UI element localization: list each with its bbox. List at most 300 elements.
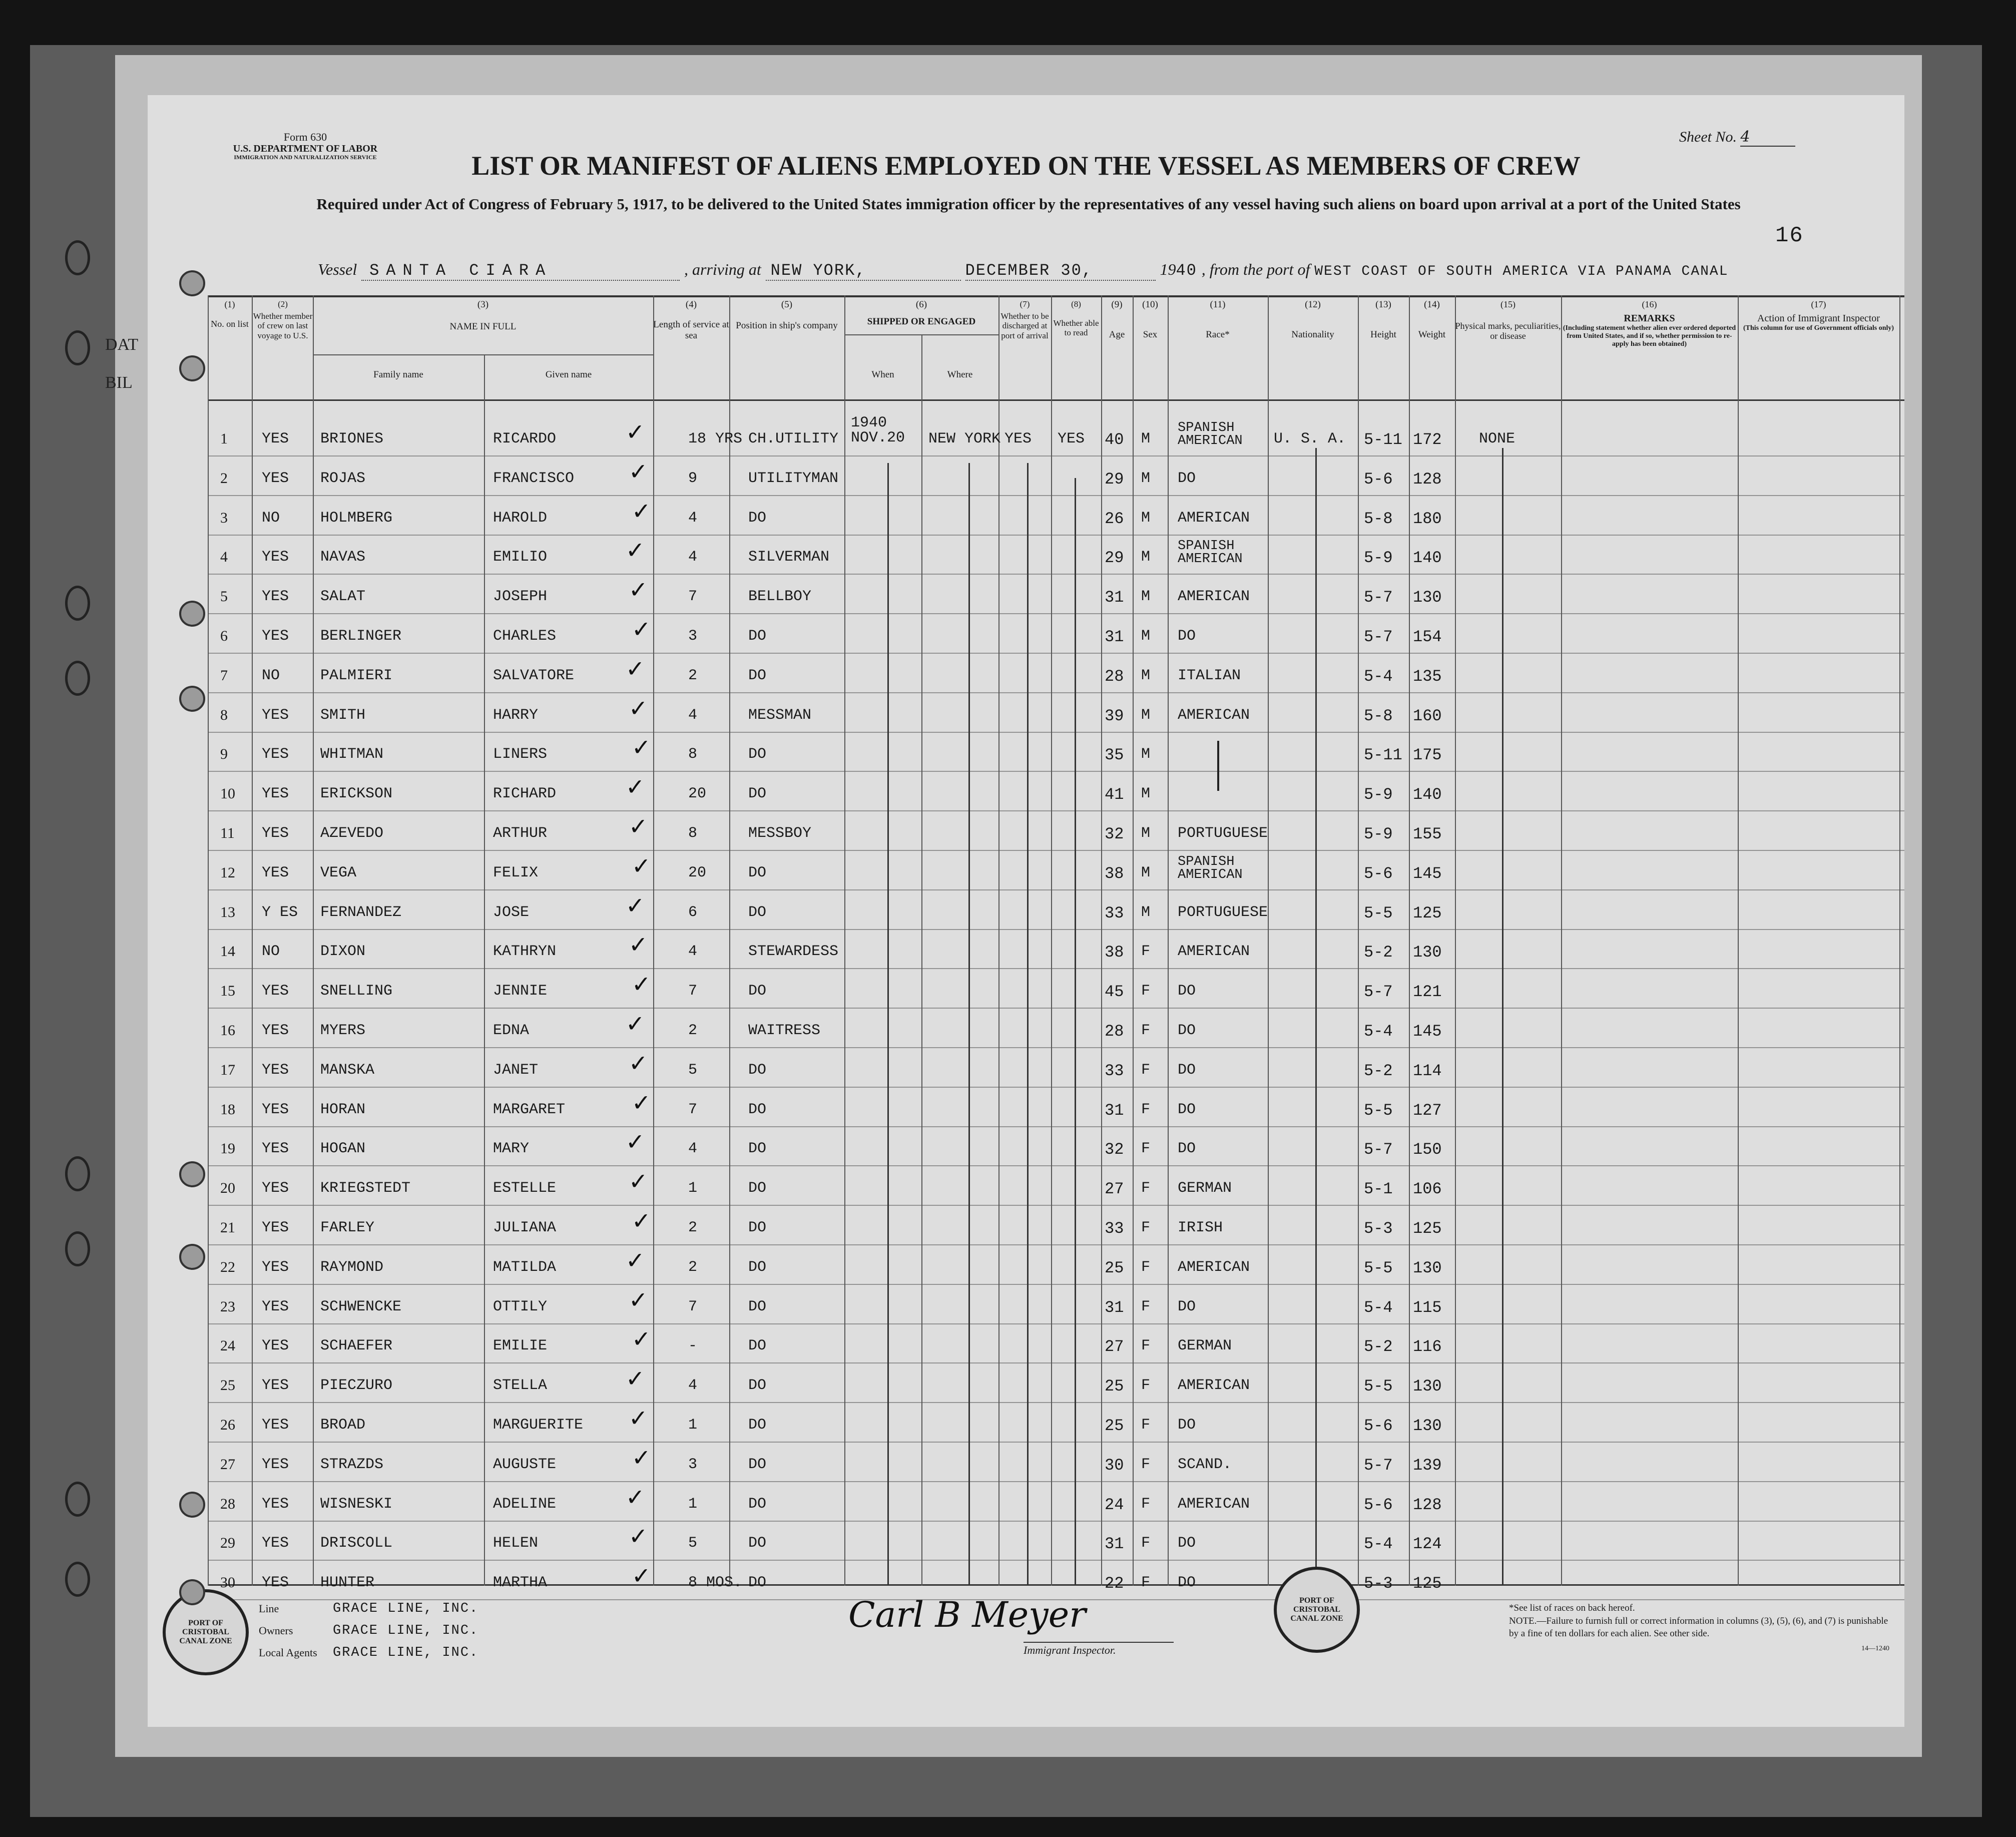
name-subheader-rule <box>313 354 653 355</box>
given-name: STELLA <box>493 1377 548 1394</box>
weight: 150 <box>1413 1140 1442 1159</box>
race: SPANISH AMERICAN <box>1178 539 1243 567</box>
length-of-service: 2 <box>688 667 698 684</box>
sheet-number-field <box>1679 128 1795 147</box>
board-ring <box>65 1482 90 1517</box>
age: 38 <box>1105 864 1124 883</box>
weight: 145 <box>1413 1022 1442 1041</box>
row-number: 5 <box>220 588 228 605</box>
row-rule <box>208 1047 1904 1048</box>
family-name: HOLMBERG <box>320 510 393 527</box>
given-name: HAROLD <box>493 510 548 527</box>
row-rule <box>208 574 1904 575</box>
race: PORTUGUESE <box>1178 904 1268 921</box>
height: 5-9 <box>1364 825 1393 843</box>
weight: 155 <box>1413 825 1442 843</box>
family-name: FERNANDEZ <box>320 904 402 921</box>
family-name-header: Family name <box>373 369 423 380</box>
weight: 116 <box>1413 1337 1442 1356</box>
length-of-service: 4 <box>688 707 698 724</box>
age: 32 <box>1105 1140 1124 1159</box>
family-name: AZEVEDO <box>320 825 384 842</box>
crew-last-voyage: YES <box>262 1062 289 1079</box>
weight: 140 <box>1413 785 1442 804</box>
race: PORTUGUESE <box>1178 825 1268 842</box>
race: SPANISH AMERICAN <box>1178 854 1243 882</box>
checkmark-icon: ✓ <box>629 1286 648 1313</box>
age: 24 <box>1105 1496 1124 1514</box>
inspector-signature: Carl B Meyer <box>848 1594 1086 1635</box>
weight: 135 <box>1413 667 1442 686</box>
row-rule <box>208 732 1904 733</box>
race: DO <box>1178 1298 1196 1315</box>
length-of-service: 9 <box>688 470 698 487</box>
family-name: WISNESKI <box>320 1496 393 1513</box>
family-name: PIECZURO <box>320 1377 393 1394</box>
sex: M <box>1141 588 1151 605</box>
given-name: JOSEPH <box>493 588 548 605</box>
family-name: STRAZDS <box>320 1456 384 1473</box>
family-name: BRIONES <box>320 430 384 447</box>
race: DO <box>1178 1022 1196 1039</box>
position: DO <box>748 628 767 645</box>
row-number: 23 <box>220 1298 235 1315</box>
owners-label: Owners <box>259 1624 293 1637</box>
race: SCAND. <box>1178 1456 1232 1473</box>
row-number: 15 <box>220 983 235 999</box>
sex: F <box>1141 1298 1151 1315</box>
length-of-service: 3 <box>688 1456 698 1473</box>
agents-value: GRACE LINE, INC. <box>333 1645 479 1660</box>
family-name: SNELLING <box>320 983 393 1000</box>
length-of-service: 2 <box>688 1022 698 1039</box>
age: 25 <box>1105 1259 1124 1277</box>
sex: M <box>1141 707 1151 724</box>
crew-last-voyage: YES <box>262 588 289 605</box>
arrival-port: NEW YORK, <box>766 261 961 281</box>
given-name: LINERS <box>493 746 548 763</box>
position: MESSMAN <box>748 707 812 724</box>
checkmark-icon: ✓ <box>626 1010 645 1037</box>
col-header-2: (2) Whether member of crew on last voyage to U.S. <box>253 299 313 340</box>
position: DO <box>748 1180 767 1197</box>
row-number: 11 <box>220 825 235 841</box>
height: 5-8 <box>1364 510 1393 528</box>
sex: M <box>1141 746 1151 763</box>
length-of-service: 4 <box>688 549 698 566</box>
length-of-service: 2 <box>688 1259 698 1276</box>
row-rule <box>208 968 1904 969</box>
family-name: FARLEY <box>320 1219 375 1236</box>
given-name: AUGUSTE <box>493 1456 557 1473</box>
family-name: MYERS <box>320 1022 366 1039</box>
length-of-service: 8 <box>688 746 698 763</box>
sex: F <box>1141 1022 1151 1039</box>
sex: F <box>1141 1417 1151 1434</box>
col-header-16: (16) REMARKS (Including statement whether alien ever ordered deported from United States, and if so, whether permission to re-apply has been obtained) <box>1563 299 1736 348</box>
race: DO <box>1178 983 1196 1000</box>
page-number: 16 <box>1775 223 1804 248</box>
race: DO <box>1178 1574 1196 1591</box>
family-name: RAYMOND <box>320 1259 384 1276</box>
weight: 125 <box>1413 1574 1442 1593</box>
weight: 130 <box>1413 943 1442 962</box>
height: 5-8 <box>1364 707 1393 725</box>
height: 5-7 <box>1364 628 1393 646</box>
height: 5-4 <box>1364 1022 1393 1041</box>
row-rule <box>208 1481 1904 1482</box>
crew-last-voyage: YES <box>262 1574 289 1591</box>
crew-last-voyage: YES <box>262 1535 289 1552</box>
crew-last-voyage: YES <box>262 430 289 447</box>
row-rule <box>208 1126 1904 1127</box>
age: 33 <box>1105 904 1124 923</box>
crew-last-voyage: YES <box>262 1377 289 1394</box>
height: 5-7 <box>1364 983 1393 1001</box>
position: DO <box>748 785 767 802</box>
position: MESSBOY <box>748 825 812 842</box>
race: DO <box>1178 1535 1196 1552</box>
row-rule <box>208 1323 1904 1324</box>
family-name: WHITMAN <box>320 746 384 763</box>
row-number: 16 <box>220 1022 235 1039</box>
position: DO <box>748 864 767 881</box>
age: 27 <box>1105 1337 1124 1356</box>
length-of-service: 7 <box>688 983 698 1000</box>
position: DO <box>748 1535 767 1552</box>
binder-hole <box>179 1161 205 1187</box>
age: 25 <box>1105 1377 1124 1396</box>
length-of-service: 4 <box>688 510 698 527</box>
race: GERMAN <box>1178 1180 1232 1197</box>
family-name: BERLINGER <box>320 628 402 645</box>
family-name: BROAD <box>320 1417 366 1434</box>
crew-last-voyage: YES <box>262 1022 289 1039</box>
col-header-6: (6) SHIPPED OR ENGAGED <box>867 299 976 327</box>
position: DO <box>748 904 767 921</box>
weight: 128 <box>1413 470 1442 489</box>
family-name: PALMIERI <box>320 667 393 684</box>
row-number: 29 <box>220 1535 235 1551</box>
row-rule <box>208 1244 1904 1245</box>
family-name: DRISCOLL <box>320 1535 393 1552</box>
position: DO <box>748 1259 767 1276</box>
height: 5-5 <box>1364 1259 1393 1277</box>
checkmark-icon: ✓ <box>632 1444 651 1471</box>
inspector-label: Immigrant Inspector. <box>1024 1642 1174 1657</box>
crew-last-voyage: YES <box>262 1180 289 1197</box>
board-ring <box>65 661 90 696</box>
sex: F <box>1141 983 1151 1000</box>
race: AMERICAN <box>1178 1496 1250 1513</box>
ditto-stroke-race <box>1217 741 1219 791</box>
length-of-service: 7 <box>688 588 698 605</box>
length-of-service: 8 <box>688 825 698 842</box>
age: 41 <box>1105 785 1124 804</box>
row-rule <box>208 1560 1904 1561</box>
checkmark-icon: ✓ <box>629 1168 648 1195</box>
position: DO <box>748 1496 767 1513</box>
port-stamp-left: PORT OF CRISTOBAL CANAL ZONE <box>163 1589 249 1675</box>
position: DO <box>748 1101 767 1118</box>
checkmark-icon: ✓ <box>629 813 648 840</box>
given-name: MARGUERITE <box>493 1417 584 1434</box>
crew-last-voyage: YES <box>262 1456 289 1473</box>
age: 38 <box>1105 943 1124 962</box>
checkmark-icon: ✓ <box>632 734 651 761</box>
owners-value: GRACE LINE, INC. <box>333 1623 479 1638</box>
arrival-year: 40 <box>1176 261 1197 280</box>
given-name: ARTHUR <box>493 825 548 842</box>
table-top-rule <box>208 295 1904 297</box>
weight: 130 <box>1413 588 1442 607</box>
header-bottom-rule <box>208 399 1904 401</box>
race: DO <box>1178 470 1196 487</box>
position: DO <box>748 1298 767 1315</box>
height: 5-11 <box>1364 746 1402 764</box>
weight: 160 <box>1413 707 1442 725</box>
weight: 114 <box>1413 1062 1442 1080</box>
weight: 140 <box>1413 549 1442 567</box>
height: 5-4 <box>1364 1535 1393 1553</box>
family-name: ERICKSON <box>320 785 393 802</box>
race: AMERICAN <box>1178 588 1250 605</box>
checkmark-icon: ✓ <box>626 1247 645 1274</box>
board-ring <box>65 586 90 621</box>
row-rule <box>208 1205 1904 1206</box>
position: DO <box>748 1219 767 1236</box>
crew-last-voyage: YES <box>262 785 289 802</box>
sex: F <box>1141 1337 1151 1354</box>
checkmark-icon: ✓ <box>632 1089 651 1116</box>
height: 5-5 <box>1364 904 1393 923</box>
given-name: JOSE <box>493 904 530 921</box>
sex: F <box>1141 1377 1151 1394</box>
row-rule <box>208 1165 1904 1166</box>
binder-hole <box>179 1492 205 1518</box>
position: CH.UTILITY <box>748 430 839 447</box>
race: GERMAN <box>1178 1337 1232 1354</box>
sheet-label: Sheet No. <box>1679 129 1737 145</box>
ditto-stroke-marks <box>1502 448 1503 1584</box>
position: DO <box>748 1062 767 1079</box>
sheet-number: 4 <box>1740 128 1795 147</box>
age: 31 <box>1105 588 1124 607</box>
height: 5-5 <box>1364 1377 1393 1396</box>
sex: M <box>1141 549 1151 566</box>
nationality: U. S. A. <box>1274 430 1346 447</box>
crew-last-voyage: Y ES <box>262 904 298 921</box>
arriving-label: , arriving at <box>684 260 761 278</box>
binder-hole <box>179 1579 205 1605</box>
given-name: EDNA <box>493 1022 530 1039</box>
checkmark-icon: ✓ <box>629 931 648 958</box>
family-name: NAVAS <box>320 549 366 566</box>
height: 5-6 <box>1364 1417 1393 1435</box>
sex: F <box>1141 943 1151 960</box>
sex: F <box>1141 1574 1151 1591</box>
row-number: 19 <box>220 1140 235 1157</box>
row-rule <box>208 1087 1904 1088</box>
row-rule <box>208 495 1904 496</box>
length-of-service: 5 <box>688 1535 698 1552</box>
height: 5-4 <box>1364 667 1393 686</box>
height: 5-3 <box>1364 1574 1393 1593</box>
when-header: When <box>871 369 894 380</box>
crew-last-voyage: YES <box>262 470 289 487</box>
races-note: *See list of races on back hereof. <box>1509 1603 1635 1613</box>
race: AMERICAN <box>1178 1259 1250 1276</box>
col-header-14: (14) Weight <box>1418 299 1446 340</box>
checkmark-icon: ✓ <box>632 498 651 525</box>
arrival-date: DECEMBER 30, <box>965 261 1156 281</box>
checkmark-icon: ✓ <box>626 1365 645 1392</box>
row-rule <box>208 810 1904 811</box>
checkmark-icon: ✓ <box>632 1325 651 1352</box>
checkmark-icon: ✓ <box>626 1484 645 1511</box>
length-of-service: 6 <box>688 904 698 921</box>
given-name: ESTELLE <box>493 1180 557 1197</box>
position: DO <box>748 1377 767 1394</box>
sex: F <box>1141 1219 1151 1236</box>
board-ring <box>65 1156 90 1191</box>
sex: M <box>1141 470 1151 487</box>
ditto-stroke-where <box>968 463 970 1584</box>
checkmark-icon: ✓ <box>632 852 651 879</box>
age: 31 <box>1105 628 1124 646</box>
checkmark-icon: ✓ <box>626 537 645 564</box>
position: DO <box>748 983 767 1000</box>
row-number: 2 <box>220 470 228 487</box>
sex: F <box>1141 1259 1151 1276</box>
family-name: KRIEGSTEDT <box>320 1180 411 1197</box>
given-name: OTTILY <box>493 1298 548 1315</box>
checkmark-icon: ✓ <box>629 1405 648 1432</box>
col-header-4: (4) Length of service at sea <box>653 299 729 341</box>
row-number: 8 <box>220 707 228 723</box>
position: STEWARDESS <box>748 943 839 960</box>
height: 5-9 <box>1364 785 1393 804</box>
col-header-10: (10) Sex <box>1142 299 1158 340</box>
discharged-at-arrival: YES <box>1004 430 1032 447</box>
age: 28 <box>1105 667 1124 686</box>
height: 5-5 <box>1364 1101 1393 1120</box>
row-number: 21 <box>220 1219 235 1236</box>
length-of-service: 20 <box>688 864 707 881</box>
given-name: RICARDO <box>493 430 557 447</box>
age: 29 <box>1105 470 1124 489</box>
col-header-8: (8) Whether able to read <box>1053 299 1099 338</box>
given-name: CHARLES <box>493 628 557 645</box>
length-of-service: 1 <box>688 1496 698 1513</box>
ditto-stroke-read <box>1075 478 1076 1584</box>
length-of-service: - <box>688 1337 698 1354</box>
where-header: Where <box>947 369 973 380</box>
crew-last-voyage: YES <box>262 1259 289 1276</box>
race: DO <box>1178 1140 1196 1157</box>
race: AMERICAN <box>1178 707 1250 724</box>
row-number: 1 <box>220 430 228 447</box>
from-label: , from the port of <box>1201 260 1310 278</box>
agents-label: Local Agents <box>259 1646 317 1659</box>
department-name: U.S. DEPARTMENT OF LABOR <box>233 143 378 155</box>
race: ITALIAN <box>1178 667 1241 684</box>
checkmark-icon: ✓ <box>629 576 648 603</box>
row-number: 26 <box>220 1417 235 1433</box>
length-of-service: 4 <box>688 1377 698 1394</box>
row-number: 28 <box>220 1496 235 1512</box>
family-name: HOGAN <box>320 1140 366 1157</box>
race: AMERICAN <box>1178 943 1250 960</box>
sex: M <box>1141 825 1151 842</box>
weight: 121 <box>1413 983 1442 1001</box>
height: 5-11 <box>1364 430 1402 449</box>
row-number: 7 <box>220 667 228 684</box>
length-of-service: 1 <box>688 1417 698 1434</box>
age: 45 <box>1105 983 1124 1001</box>
age: 33 <box>1105 1219 1124 1238</box>
row-number: 3 <box>220 510 228 526</box>
checkmark-icon: ✓ <box>626 418 645 445</box>
position: SILVERMAN <box>748 549 830 566</box>
height: 5-1 <box>1364 1180 1393 1198</box>
given-name: RICHARD <box>493 785 557 802</box>
age: 35 <box>1105 746 1124 764</box>
family-name: MANSKA <box>320 1062 375 1079</box>
sex: F <box>1141 1180 1151 1197</box>
crew-last-voyage: YES <box>262 1298 289 1315</box>
crew-last-voyage: YES <box>262 825 289 842</box>
position: DO <box>748 667 767 684</box>
height: 5-2 <box>1364 943 1393 962</box>
height: 5-7 <box>1364 1456 1393 1475</box>
age: 28 <box>1105 1022 1124 1041</box>
length-of-service: 7 <box>688 1298 698 1315</box>
checkmark-icon: ✓ <box>629 458 648 485</box>
weight: 139 <box>1413 1456 1442 1475</box>
row-rule <box>208 455 1904 456</box>
sex: F <box>1141 1140 1151 1157</box>
port-stamp-right: PORT OF CRISTOBAL CANAL ZONE <box>1274 1567 1360 1653</box>
sex: M <box>1141 628 1151 645</box>
family-name: SCHWENCKE <box>320 1298 402 1315</box>
crew-last-voyage: YES <box>262 1337 289 1354</box>
given-name: JENNIE <box>493 983 548 1000</box>
weight: 106 <box>1413 1180 1442 1198</box>
footer-values <box>333 1598 478 1664</box>
race: DO <box>1178 1062 1196 1079</box>
binder-hole <box>179 270 205 296</box>
row-rule <box>208 771 1904 772</box>
weight: 125 <box>1413 904 1442 923</box>
sex: F <box>1141 1535 1151 1552</box>
col-header-11: (11) Race* <box>1206 299 1230 340</box>
family-name: HORAN <box>320 1101 366 1118</box>
position: DO <box>748 746 767 763</box>
family-name: DIXON <box>320 943 366 960</box>
binder-hole <box>179 355 205 381</box>
sex: M <box>1141 864 1151 881</box>
sex: M <box>1141 785 1151 802</box>
given-name: ADELINE <box>493 1496 557 1513</box>
able-to-read: YES <box>1058 430 1085 447</box>
binder-hole <box>179 1244 205 1270</box>
row-number: 20 <box>220 1180 235 1196</box>
shipped-where: NEW YORK <box>928 430 1001 447</box>
line-label: Line <box>259 1602 279 1615</box>
row-number: 27 <box>220 1456 235 1473</box>
length-of-service: 4 <box>688 1140 698 1157</box>
